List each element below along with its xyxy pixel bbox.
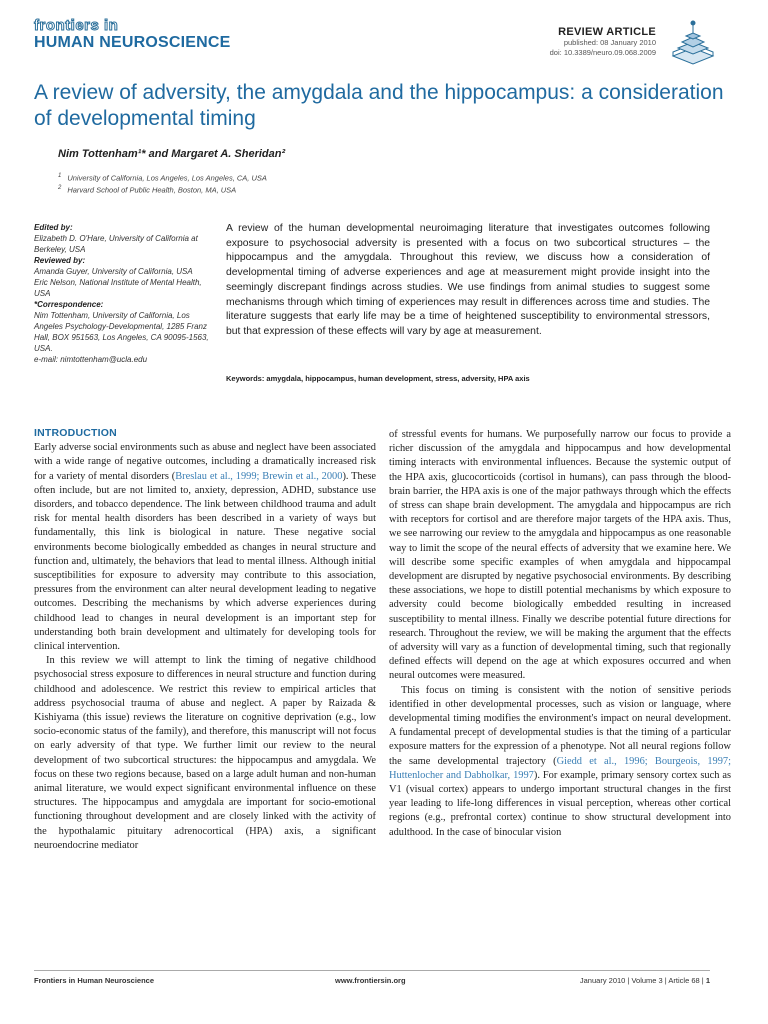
correspondence-email[interactable]: e-mail: nimtottenham@ucla.edu [34, 355, 148, 364]
author-list: Nim Tottenham¹* and Margaret A. Sheridan² [58, 148, 286, 160]
paragraph-3: of stressful events for humans. We purposefully narrow our focus to provide a richer discussion of the amygdala and hippocampus and how developmental timing interacts with environmental influences. Because the systemic output of the HPA axis, glucocorticoids (cortisol in humans), can pass through the blood-brain barrier, the HPA axis is one of the major pathways through which the effects of stress can shape brain development. The amygdala and hippocampus are rich with receptors for cortisol and are therefore major targets of the HPA axis. Thus, we see narrowing our review to the amygdala and hippocampus as one reasonable way to limit the scope of the neural effects of adversity that we examine here. We will describe some specific examples of when amygdala and hippocampal development are disrupted by negative psychosocial environments. By describing these associations, we hope to distill potential mechanisms by which exposure to adversity could become biologically embedded resulting in increased susceptibility to mental illness. Finally we describe potential future directions for research. Throughout the review, we will be making the argument that the effects of adversity will vary as a function of developmental timing, such that regionally defined effects will depend on the age at which exposures occurred and when neural outcomes were measured. [389, 429, 731, 682]
reviewed-by-block [34, 255, 214, 299]
footer-journal-name: Frontiers in Human Neuroscience [34, 976, 155, 985]
edited-by-text: Elizabeth D. O'Hare, University of California at Berkeley, USA [34, 234, 198, 254]
published-date: published: 08 January 2010 [563, 38, 656, 47]
edited-by-block [34, 222, 214, 255]
journal-name-line1: frontiers in [34, 17, 119, 34]
affiliation-2: $^2$ Harvard School of Public Health, Boston, MA, USA [58, 185, 237, 195]
article-type-label: REVIEW ARTICLE [558, 26, 656, 38]
keywords: Keywords: amygdala, hippocampus, human development, stress, adversity, HPA axis [226, 374, 530, 383]
reviewer-2: Eric Nelson, National Institute of Mental Health, USA [34, 278, 202, 298]
paragraph-4: This focus on timing is consistent with the notion of sensitive periods identified in other developmental processes, such as vision or language, where developmental timing modifies the environment's impact on neural development. A fundamental precept of developmental studies is that the timing of a particular exposure matters for the expression of a phenotype. Not all neural regions follow the same developmental trajectory (Giedd et al., 1996; Bourgeois, 1997; Huttenlocher and Dabholkar, 1997). For example, primary sensory cortex such as V1 (visual cortex) appears to undergo important structural changes in the first year leading to life-long differences in visual perception, whereas other cortical regions (e.g., prefrontal cortex) continue to show structural development into adulthood. In the case of binocular vision [389, 684, 731, 838]
page-footer [34, 976, 710, 990]
article-sidebar [34, 222, 214, 365]
correspondence-label: *Correspondence: [34, 300, 104, 309]
footer-divider [34, 970, 710, 971]
body-column-right [389, 428, 731, 840]
correspondence-text: Nim Tottenham, University of California, Los Angeles Psychology-Developmental, 1285 Franz Hall, BOX 951563, Los Angeles, CA 90095-1563, USA. [34, 311, 209, 353]
body-column-left [34, 426, 376, 853]
reviewer-1: Amanda Guyer, University of California, USA [34, 267, 193, 276]
edited-by-label: Edited by: [34, 223, 73, 232]
footer-website-link[interactable]: www.frontiersin.org [335, 976, 406, 985]
section-heading-introduction: INTRODUCTION [34, 427, 117, 439]
citation-link[interactable]: Giedd et al., 1996; Bourgeois, 1997; Huttenlocher and Dabholkar, 1997 [389, 755, 731, 781]
footer-issue-info: January 2010 | Volume 3 | Article 68 | 1 [579, 976, 710, 985]
article-title: A review of adversity, the amygdala and the hippocampus: a consideration of developmental timing [34, 81, 724, 130]
doi-link[interactable]: doi: 10.3389/neuro.09.068.2009 [549, 48, 656, 57]
reviewed-by-label: Reviewed by: [34, 256, 86, 265]
paragraph-2: In this review we will attempt to link the timing of negative childhood psychosocial stress exposure to differences in neural structure and function during childhood and adolescence. We restrict this review to empirical articles that address psychosocial trauma of abuse and neglect. A paper by Raizada & Kishiyama (this issue) reviews the literature on cognitive deprivation (e.g., low socio-economic status of the family), and therefore, this manuscript will not focus on early adversity of that type. We further limit our review to the neural development of two subcortical structures: the hippocampus and amygdala. We focus on these two regions because, based on a large adult human and non-human animal literature, we would expect significant environmental influence on these structures. The hippocampus and amygdala are important for socio-emotional functioning throughout development and are closely linked with the activity of the hypothalamic pituitary adrenocortical (HPA) axis, a significant neuroendocrine mediator [34, 655, 376, 851]
correspondence-block [34, 299, 214, 365]
abstract: A review of the human developmental neuroimaging literature that investigates outcomes following exposure to psychosocial adversity is presented with a focus on two subcortical structures – the hippocampus and the amygdala. Throughout this review, we discuss how a consideration of developmental timing of adverse experiences and age at measurement might provide insight into the seemingly discrepant findings across studies. We use findings from animal studies to suggest some mechanisms through which timing of experiences may result in differences across time and studies. The literature suggests that early life may be a time of heightened susceptibility to environmental stressors, but that expression of these effects will vary by age at measurement. [226, 223, 710, 337]
journal-name-line2: HUMAN NEUROSCIENCE [34, 34, 231, 51]
affiliation-1: $^1$ University of California, Los Angeles, Los Angeles, CA, USA [58, 173, 267, 183]
citation-link[interactable]: Breslau et al., 1999; Brewin et al., 2000 [175, 470, 343, 482]
publisher-logo-icon [668, 18, 718, 66]
page-number: 1 [705, 976, 710, 985]
paragraph-1: Early adverse social environments such as abuse and neglect have been associated with a wide range of negative outcomes, including a dramatically increased risk for a variety of mental disorders (Breslau et al., 1999; Brewin et al., 2000). These often include, but are not limited to, anxiety, depression, ADHD, substance use disorders, and tobacco dependence. The link between childhood trauma and adult risk for mental health disorders has been described in a variety of ways but fundamentally, this link is biological in nature. These negative social environments become biologically embedded as changes in neural structure and function and, ultimately, the behaviors that lead to mental illness. Although initial susceptibilities for exposure to adversity may contribute to this association, pressures from the environment can alter neural development leading to negative outcomes. Describing the mechanisms by which adverse experiences during childhood lead to changes in neural development is an important step for understanding both brain development and ultimately for developing tools for clinical intervention. [34, 442, 376, 653]
article-meta [550, 26, 656, 58]
journal-logo [34, 18, 231, 52]
